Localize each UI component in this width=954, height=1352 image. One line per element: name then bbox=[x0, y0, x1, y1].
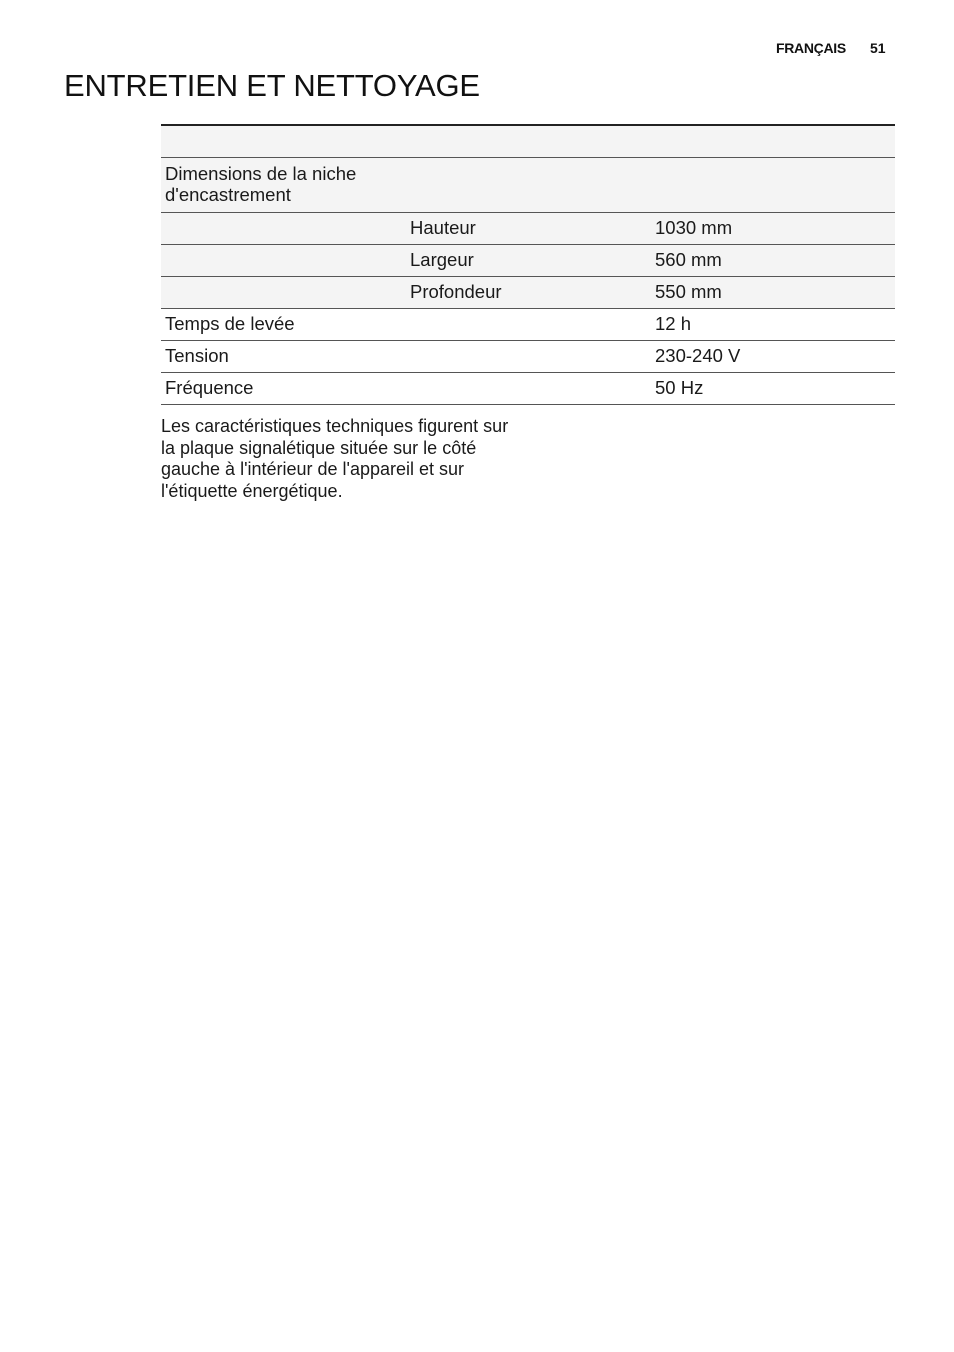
dimensions-group-label: Dimensions de la niche d'encastrement bbox=[161, 157, 406, 212]
technical-note: Les caractéristiques techniques figurent sur la plaque signalétique située sur le côté gauche à l'intérieur de l'appareil et sur l'étiquette énergétique. bbox=[161, 416, 509, 501]
table-row bbox=[161, 212, 895, 244]
row-value: 12 h bbox=[655, 313, 692, 334]
table-row bbox=[161, 340, 895, 372]
table-row bbox=[161, 308, 895, 340]
dimension-value: 560 mm bbox=[651, 244, 895, 276]
row-label: Temps de levée bbox=[165, 313, 295, 334]
dimension-label: Hauteur bbox=[406, 212, 651, 244]
dimension-label: Largeur bbox=[406, 244, 651, 276]
spec-table bbox=[161, 124, 895, 405]
row-value: 50 Hz bbox=[655, 377, 704, 398]
header-language: FRANÇAIS bbox=[776, 40, 846, 56]
dimension-label: Profondeur bbox=[406, 276, 651, 308]
table-row-dimensions-group bbox=[161, 157, 895, 212]
row-label: Tension bbox=[165, 345, 229, 366]
table-row bbox=[161, 244, 895, 276]
dimension-value: 550 mm bbox=[651, 276, 895, 308]
table-row bbox=[161, 276, 895, 308]
dimension-value: 1030 mm bbox=[651, 212, 895, 244]
row-value: 230-240 V bbox=[655, 345, 741, 366]
row-label: Fréquence bbox=[165, 377, 254, 398]
page-number: 51 bbox=[870, 40, 886, 56]
table-header-row bbox=[161, 125, 895, 157]
page-title: ENTRETIEN ET NETTOYAGE bbox=[64, 68, 480, 103]
table-row bbox=[161, 372, 895, 404]
